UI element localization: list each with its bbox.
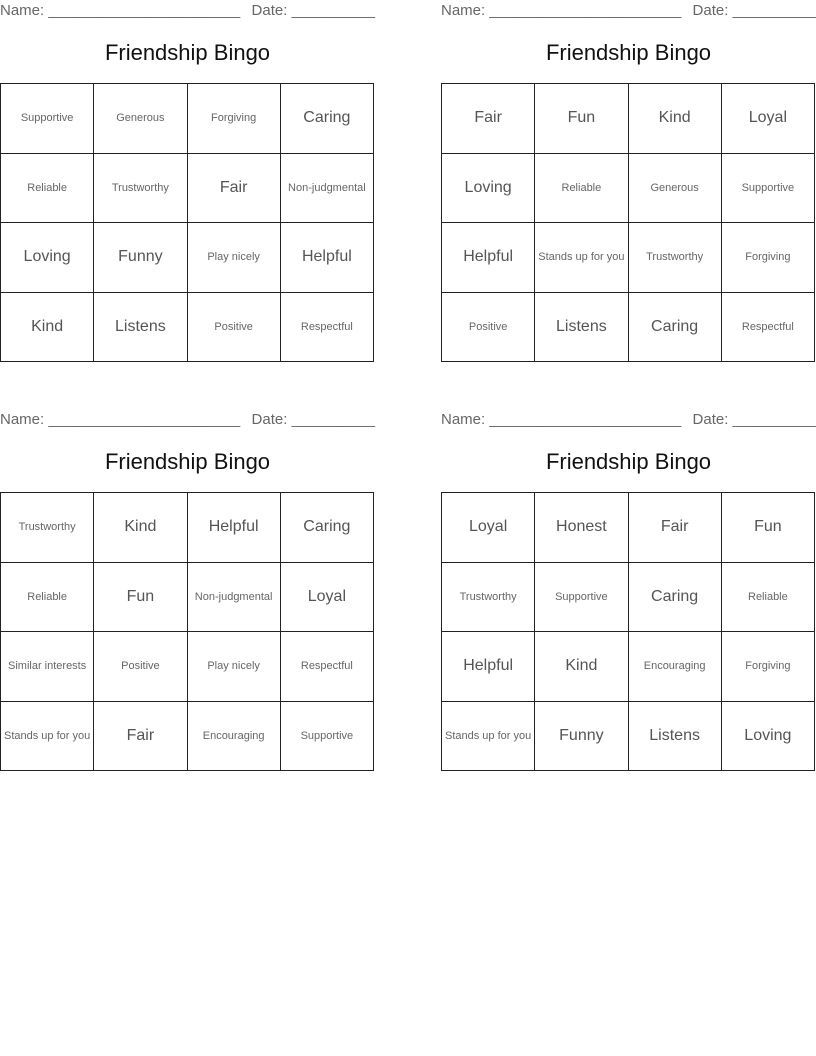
card-header <box>0 409 375 433</box>
bingo-cell[interactable]: Fun <box>722 493 815 563</box>
bingo-card-2 <box>441 0 816 335</box>
card-header <box>441 0 816 24</box>
bingo-cell[interactable]: Kind <box>1 293 94 363</box>
bingo-cell[interactable]: Kind <box>629 84 722 154</box>
bingo-cell[interactable]: Loving <box>1 223 94 293</box>
bingo-cell[interactable]: Stands up for you <box>442 702 535 772</box>
bingo-cell[interactable]: Caring <box>281 84 374 154</box>
bingo-cell[interactable]: Play nicely <box>188 632 281 702</box>
bingo-grid <box>0 83 374 362</box>
bingo-cell[interactable]: Non-judgmental <box>188 563 281 633</box>
bingo-cell[interactable]: Fun <box>535 84 628 154</box>
date-field[interactable]: Date: __________ <box>251 2 375 19</box>
card-title: Friendship Bingo <box>104 40 271 65</box>
bingo-cell[interactable]: Helpful <box>442 223 535 293</box>
bingo-card-1 <box>0 0 375 335</box>
bingo-cell[interactable]: Loyal <box>722 84 815 154</box>
bingo-cell[interactable]: Caring <box>629 293 722 363</box>
bingo-cell[interactable]: Reliable <box>722 563 815 633</box>
bingo-cell[interactable]: Generous <box>629 154 722 224</box>
bingo-cell[interactable]: Trustworthy <box>1 493 94 563</box>
card-title: Friendship Bingo <box>545 40 712 65</box>
bingo-cell[interactable]: Helpful <box>188 493 281 563</box>
bingo-cell[interactable]: Encouraging <box>188 702 281 772</box>
bingo-cell[interactable]: Similar interests <box>1 632 94 702</box>
bingo-cell[interactable]: Non-judgmental <box>281 154 374 224</box>
bingo-cell[interactable]: Fair <box>442 84 535 154</box>
bingo-cell[interactable]: Fun <box>94 563 187 633</box>
bingo-cell[interactable]: Reliable <box>1 563 94 633</box>
bingo-cell[interactable]: Listens <box>94 293 187 363</box>
bingo-cell[interactable]: Caring <box>629 563 722 633</box>
bingo-cell[interactable]: Helpful <box>281 223 374 293</box>
name-field[interactable]: Name: _______________________ <box>441 411 682 428</box>
bingo-cell[interactable]: Caring <box>281 493 374 563</box>
date-field[interactable]: Date: __________ <box>692 2 816 19</box>
bingo-cell[interactable]: Funny <box>535 702 628 772</box>
bingo-cell[interactable]: Loving <box>722 702 815 772</box>
bingo-cell[interactable]: Trustworthy <box>629 223 722 293</box>
name-field[interactable]: Name: _______________________ <box>0 2 241 19</box>
bingo-cell[interactable]: Listens <box>535 293 628 363</box>
bingo-cell[interactable]: Reliable <box>1 154 94 224</box>
bingo-cell[interactable]: Helpful <box>442 632 535 702</box>
bingo-cell[interactable]: Supportive <box>1 84 94 154</box>
bingo-cell[interactable]: Generous <box>94 84 187 154</box>
name-field[interactable]: Name: _______________________ <box>441 2 682 19</box>
bingo-cell[interactable]: Respectful <box>281 293 374 363</box>
date-field[interactable]: Date: __________ <box>692 411 816 428</box>
bingo-cell[interactable]: Forgiving <box>722 632 815 702</box>
bingo-cell[interactable]: Fair <box>188 154 281 224</box>
card-header <box>0 0 375 24</box>
name-field[interactable]: Name: _______________________ <box>0 411 241 428</box>
bingo-cell[interactable]: Encouraging <box>629 632 722 702</box>
bingo-cell[interactable]: Fair <box>629 493 722 563</box>
bingo-cell[interactable]: Positive <box>94 632 187 702</box>
bingo-cell[interactable]: Honest <box>535 493 628 563</box>
bingo-cell[interactable]: Funny <box>94 223 187 293</box>
date-field[interactable]: Date: __________ <box>251 411 375 428</box>
bingo-cell[interactable]: Respectful <box>722 293 815 363</box>
bingo-cell[interactable]: Positive <box>188 293 281 363</box>
bingo-cell[interactable]: Stands up for you <box>1 702 94 772</box>
bingo-cell[interactable]: Positive <box>442 293 535 363</box>
bingo-cell[interactable]: Supportive <box>281 702 374 772</box>
bingo-cell[interactable]: Supportive <box>722 154 815 224</box>
bingo-cell[interactable]: Forgiving <box>188 84 281 154</box>
bingo-grid <box>441 83 815 362</box>
card-header <box>441 409 816 433</box>
bingo-cell[interactable]: Listens <box>629 702 722 772</box>
bingo-cell[interactable]: Loving <box>442 154 535 224</box>
bingo-cell[interactable]: Reliable <box>535 154 628 224</box>
card-title: Friendship Bingo <box>545 449 712 474</box>
bingo-cell[interactable]: Loyal <box>281 563 374 633</box>
bingo-card-4 <box>441 409 816 744</box>
bingo-cell[interactable]: Supportive <box>535 563 628 633</box>
bingo-cell[interactable]: Respectful <box>281 632 374 702</box>
bingo-cell[interactable]: Loyal <box>442 493 535 563</box>
bingo-cell[interactable]: Kind <box>94 493 187 563</box>
bingo-cell[interactable]: Fair <box>94 702 187 772</box>
bingo-grid <box>441 492 815 771</box>
bingo-cell[interactable]: Kind <box>535 632 628 702</box>
bingo-grid <box>0 492 374 771</box>
bingo-cell[interactable]: Forgiving <box>722 223 815 293</box>
bingo-cell[interactable]: Stands up for you <box>535 223 628 293</box>
bingo-card-3 <box>0 409 375 744</box>
bingo-cell[interactable]: Trustworthy <box>94 154 187 224</box>
bingo-cell[interactable]: Trustworthy <box>442 563 535 633</box>
card-title: Friendship Bingo <box>104 449 271 474</box>
bingo-cell[interactable]: Play nicely <box>188 223 281 293</box>
